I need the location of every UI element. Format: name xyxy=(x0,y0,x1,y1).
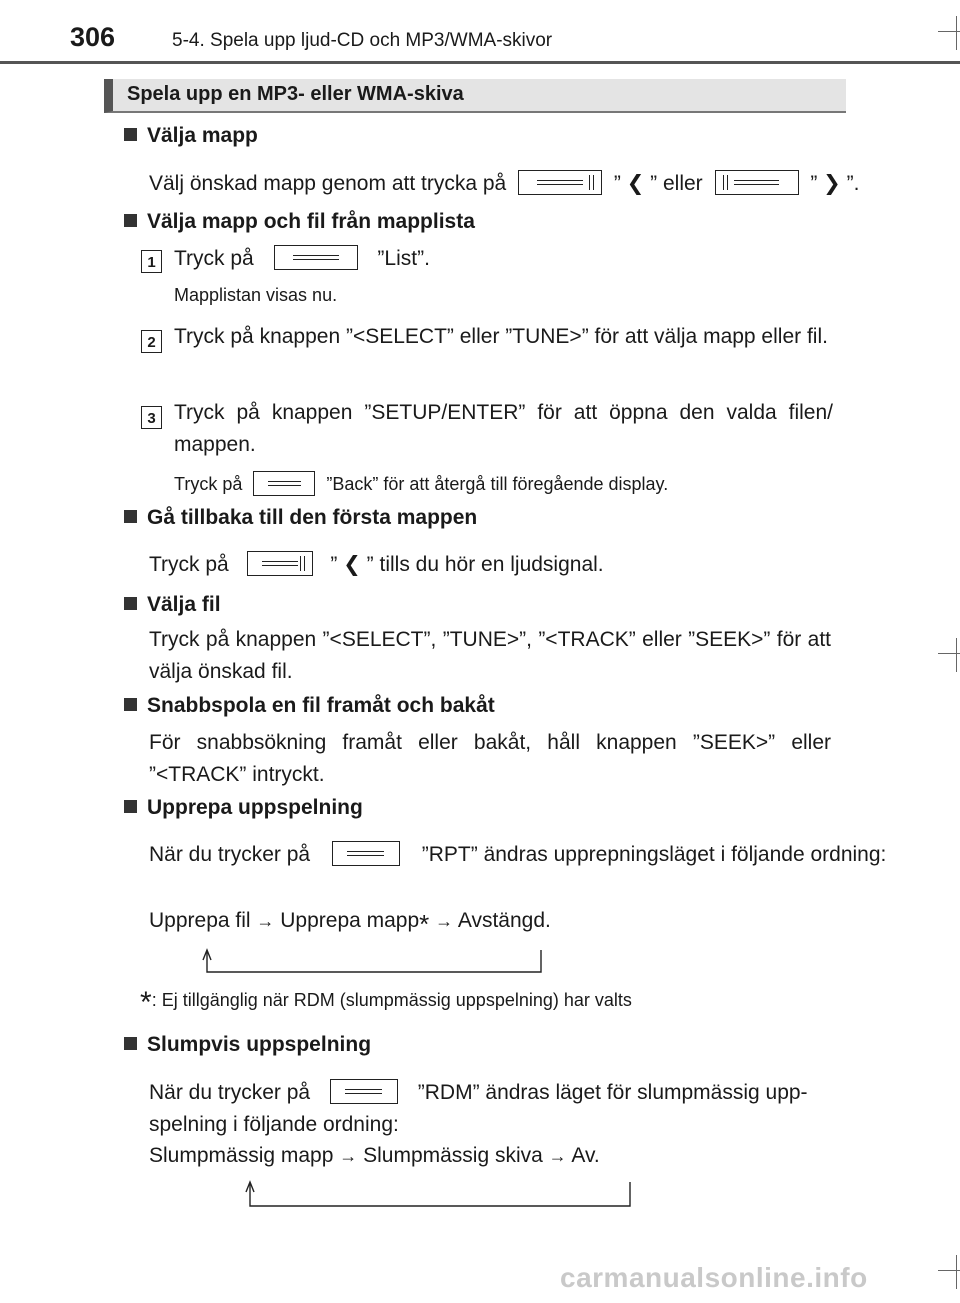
heading-valja-fil: Välja fil xyxy=(124,593,221,617)
upprepa-sequence: Upprepa fil → Upprepa mapp* → Avstängd. xyxy=(149,909,551,939)
random-cycle-arrow-icon xyxy=(236,1180,636,1210)
square-bullet-icon xyxy=(124,214,137,227)
slumpvis-sequence: Slumpmässig mapp → Slumpmässig skiva → Av. xyxy=(149,1144,600,1167)
square-bullet-icon xyxy=(124,698,137,711)
arrow-right-icon: → xyxy=(548,1146,567,1166)
rpt-button-icon xyxy=(332,841,400,866)
slumpvis-text-line1: När du trycker på ”RDM” ändras läget för slumpmässig upp- xyxy=(149,1081,808,1104)
step-number-3: 3 xyxy=(141,406,162,429)
step-number-1: 1 xyxy=(141,250,162,273)
slumpvis-text-line2: spelning i följande ordning: xyxy=(149,1113,399,1136)
square-bullet-icon xyxy=(124,597,137,610)
heading-slumpvis: Slumpvis uppspelning xyxy=(124,1033,371,1057)
header-rule xyxy=(0,61,960,64)
square-bullet-icon xyxy=(124,128,137,141)
heading-upprepa: Upprepa uppspelning xyxy=(124,796,363,820)
section-title: Spela upp en MP3- eller WMA-skiva xyxy=(127,83,464,105)
repeat-cycle-arrow-icon xyxy=(195,948,547,976)
arrow-right-icon: → xyxy=(256,911,275,931)
arrow-right-icon: → xyxy=(435,911,454,931)
upprepa-text: När du trycker på ”RPT” ändras upprepningsläget i följande ordning: xyxy=(149,843,887,866)
folder-next-button-icon xyxy=(715,170,799,195)
heading-valja-mapp: Välja mapp xyxy=(124,124,258,148)
heading-snabbspola: Snabbspola en fil framåt och bakåt xyxy=(124,694,495,718)
snabbspola-text: För snabbsökning framåt eller bakåt, håll knappen ”SEEK>” eller ”<TRACK” intryckt. xyxy=(149,731,831,786)
square-bullet-icon xyxy=(124,800,137,813)
rdm-button-icon xyxy=(330,1079,398,1104)
section-title-box xyxy=(104,79,846,113)
valja-fil-text: Tryck på knappen ”<SELECT”, ”TUNE>”, ”<TRACK” eller ”SEEK>” för att välja önskad fil. xyxy=(149,628,831,683)
folder-prev-button-icon xyxy=(518,170,602,195)
heading-forsta-mappen: Gå tillbaka till den första mappen xyxy=(124,506,477,530)
valja-mapp-text: Välj önskad mapp genom att trycka på ” ❮ ” eller ” ❯ ”. xyxy=(149,172,860,195)
square-bullet-icon xyxy=(124,1037,137,1050)
watermark: carmanualsonline.info xyxy=(560,1262,868,1293)
step-3-note: Tryck på ”Back” för att återgå till föregående display. xyxy=(174,471,668,496)
heading-mapplista: Välja mapp och fil från mapplista xyxy=(124,210,475,234)
list-button-icon xyxy=(274,245,358,270)
folder-prev-button-icon xyxy=(247,551,313,576)
chapter-title: 5-4. Spela upp ljud-CD och MP3/WMA-skivor xyxy=(172,30,553,51)
forsta-mappen-text: Tryck på ” ❮ ” tills du hör en ljudsignal. xyxy=(149,553,604,576)
step-1-text: Tryck på ”List”. xyxy=(174,247,430,270)
step-3-text: Tryck på knappen ”SETUP/ENTER” för att öppna den valda filen/ mappen. xyxy=(174,401,833,456)
page-number: 306 xyxy=(70,22,116,52)
footnote: *: Ej tillgänglig när RDM (slumpmässig uppspelning) har valts xyxy=(140,986,632,1019)
arrow-right-icon: → xyxy=(339,1146,358,1166)
square-bullet-icon xyxy=(124,510,137,523)
back-button-icon xyxy=(253,471,315,496)
step-1-note: Mapplistan visas nu. xyxy=(174,285,338,305)
step-number-2: 2 xyxy=(141,330,162,353)
step-2-text: Tryck på knappen ”<SELECT” eller ”TUNE>” för att välja mapp eller fil. xyxy=(174,325,828,348)
